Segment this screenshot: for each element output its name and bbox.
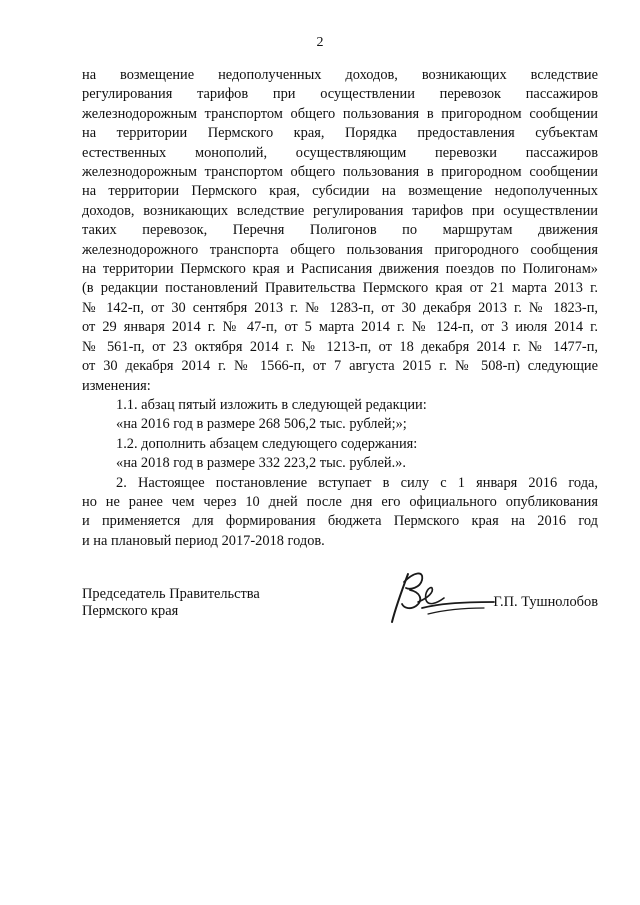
- body-line: (в редакции постановлений Правительства Пермского края от 21 марта 2013 г.: [82, 280, 598, 297]
- body-line: доходов, возникающих вследствие регулирования тарифов при осуществлении: [82, 202, 598, 219]
- handwritten-signature-icon: [388, 568, 498, 632]
- document-body: [82, 66, 598, 551]
- body-line: на территории Пермского края, Порядка предоставления субъектам: [82, 125, 598, 142]
- paragraph-2-line: но не ранее чем через 10 дней после дня его официального опубликования: [82, 493, 598, 510]
- signer-position-line: Председатель Правительства: [82, 586, 260, 602]
- paragraph-2-line: и применяется для формирования бюджета Пермского края на 2016 год: [82, 513, 598, 530]
- body-line: регулирования тарифов при осуществлении перевозок пассажиров: [82, 86, 598, 103]
- body-line: изменения:: [82, 377, 151, 394]
- item-line: «на 2018 год в размере 332 223,2 тыс. рублей.».: [116, 455, 406, 472]
- signer-position: [82, 586, 260, 620]
- page-number: 2: [316, 35, 324, 50]
- body-line: № 142-п, от 30 сентября 2013 г. № 1283-п, от 30 декабря 2013 г. № 1823-п,: [82, 299, 598, 316]
- item-line: «на 2016 год в размере 268 506,2 тыс. рублей;»;: [116, 416, 407, 433]
- body-line: на возмещение недополученных доходов, возникающих вследствие: [82, 67, 598, 83]
- signer-name: Г.П. Тушнолобов: [493, 594, 598, 610]
- paragraph-2-line: 2. Настоящее постановление вступает в силу с 1 января 2016 года,: [116, 474, 598, 491]
- body-line: на территории Пермского края, субсидии на возмещение недополученных: [82, 183, 598, 200]
- body-line: таких перевозок, Перечня Полигонов по маршрутам движения: [82, 222, 598, 239]
- item-line: 1.2. дополнить абзацем следующего содержания:: [116, 435, 418, 452]
- body-line: от 29 января 2014 г. № 47-п, от 5 марта 2014 г. № 124-п, от 3 июля 2014 г.: [82, 319, 598, 336]
- body-line: № 561-п, от 23 октября 2014 г. № 1213-п, от 18 декабря 2014 г. № 1477-п,: [82, 338, 598, 355]
- signature-block: [82, 586, 598, 646]
- signer-position-line: Пермского края: [82, 603, 179, 619]
- body-line: естественных монополий, осуществляющим перевозки пассажиров: [82, 144, 598, 161]
- body-line: железнодорожным транспортом общего пользования в пригородном сообщении: [82, 164, 598, 181]
- paragraph-2-line: и на плановый период 2017-2018 годов.: [82, 532, 325, 549]
- body-line: на территории Пермского края и Расписания движения поездов по Полигонам»: [82, 261, 598, 278]
- body-line: железнодорожного транспорта общего пользования пригородного сообщения: [82, 241, 598, 258]
- body-line: от 30 декабря 2014 г. № 1566-п, от 7 августа 2015 г. № 508-п) следующие: [82, 358, 598, 375]
- body-line: железнодорожным транспортом общего пользования в пригородном сообщении: [82, 105, 598, 122]
- item-line: 1.1. абзац пятый изложить в следующей редакции:: [116, 396, 427, 413]
